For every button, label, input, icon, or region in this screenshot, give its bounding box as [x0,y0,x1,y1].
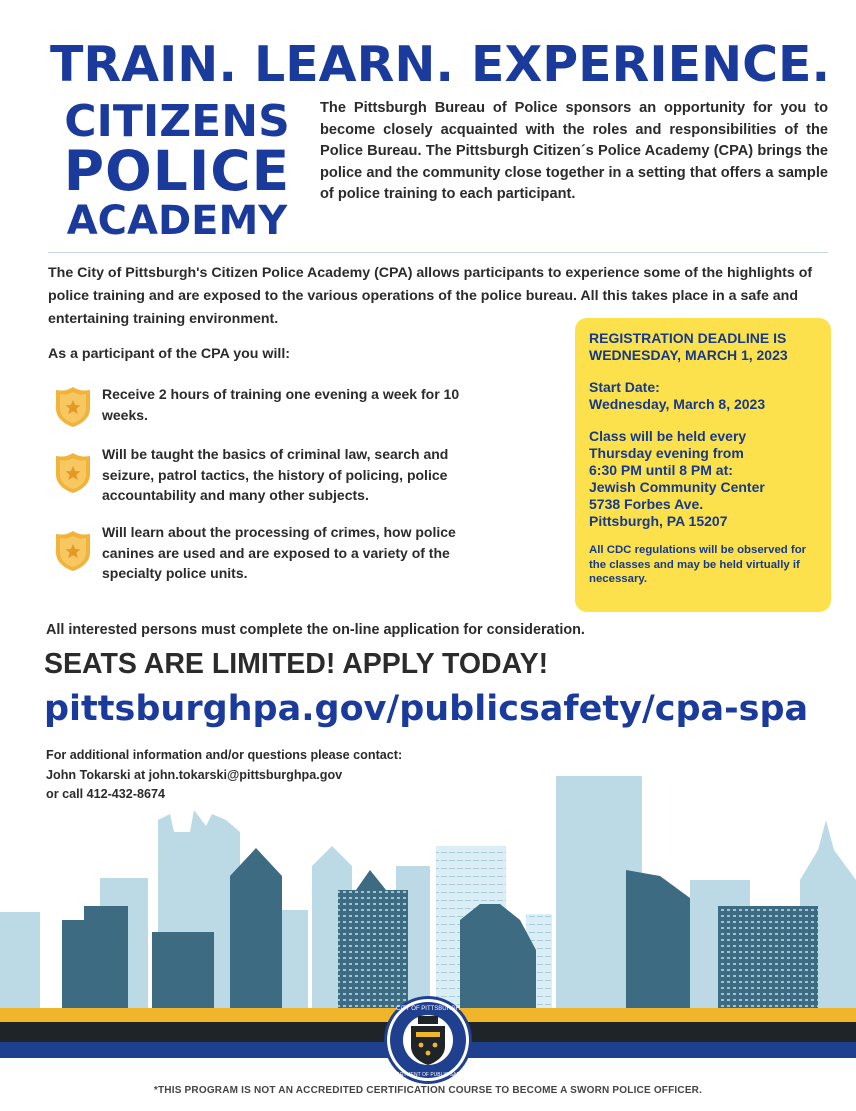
program-title-line1: CITIZENS [64,96,290,147]
bullet-item [54,522,504,584]
bullet-text: Receive 2 hours of training one evening a week for 10 weeks. [102,386,460,423]
intro-paragraph: The Pittsburgh Bureau of Police sponsors an opportunity for you to become closely acquainted with the roles and responsibilities of the Police Bureau. The Pittsburgh Citizen´s Police Academy (CPA) brings the police and the community close together in a setting that offers a sample of police training to each participant. [320,100,828,203]
application-url-link[interactable]: pittsburghpa.gov/publicsafety/cpa-spa [44,689,809,729]
seal-bottom-text: DEPARTMENT OF PUBLIC SAFETY [386,1072,470,1078]
seats-limited-callout: SEATS ARE LIMITED! APPLY TODAY! [44,648,549,680]
police-badge-icon [54,452,92,494]
police-badge-icon [54,386,92,428]
divider [48,252,828,253]
registration-info-box [575,318,831,612]
headline: TRAIN. LEARN. EXPERIENCE. [50,36,831,93]
bullet-lead: As a participant of the CPA you will: [48,346,290,362]
contact-email[interactable]: John Tokarski at john.tokarski@pittsburghpa.gov [46,767,343,782]
contact-intro: For additional information and/or questions please contact: [46,748,403,762]
city-skyline-illustration [0,770,856,1078]
program-title [48,96,306,244]
police-badge-icon [54,530,92,572]
description-paragraph: The City of Pittsburgh's Citizen Police Academy (CPA) allows participants to experience some of the highlights of police training and are exposed to the various operations of the police bureau. All this takes place in a safe and entertaining training environment. [48,265,813,327]
program-title-line3: ACADEMY [66,198,288,244]
city-seal-icon [384,996,472,1084]
seal-top-text: CITY OF PITTSBURGH [396,1006,460,1012]
application-requirement: All interested persons must complete the on-line application for consideration. [46,622,585,638]
program-title-line2: POLICE [63,139,291,203]
bullet-text: Will learn about the processing of crimes, how police canines are used and are exposed to a variety of the specialty police units. [102,524,456,581]
cdc-note: All CDC regulations will be observed for the classes and may be held virtually if necessary. [589,544,807,585]
bullet-item [54,384,504,425]
class-schedule: Class will be held every Thursday evening from 6:30 PM until 8 PM at: Jewish Community Center 5738 Forbes Ave. Pittsburgh, PA 15207 [589,428,765,529]
start-date: Start Date: Wednesday, March 8, 2023 [589,379,766,412]
disclaimer-footnote: *THIS PROGRAM IS NOT AN ACCREDITED CERTIFICATION COURSE TO BECOME A SWORN POLICE OFFICER. [153,1085,703,1096]
contact-phone[interactable]: or call 412-432-8674 [46,787,166,801]
registration-deadline: REGISTRATION DEADLINE IS WEDNESDAY, MARCH 1, 2023 [589,330,788,363]
bullet-item [54,444,504,506]
bullet-text: Will be taught the basics of criminal law, search and seizure, patrol tactics, the history of policing, police accountability and many other subjects. [102,446,449,503]
